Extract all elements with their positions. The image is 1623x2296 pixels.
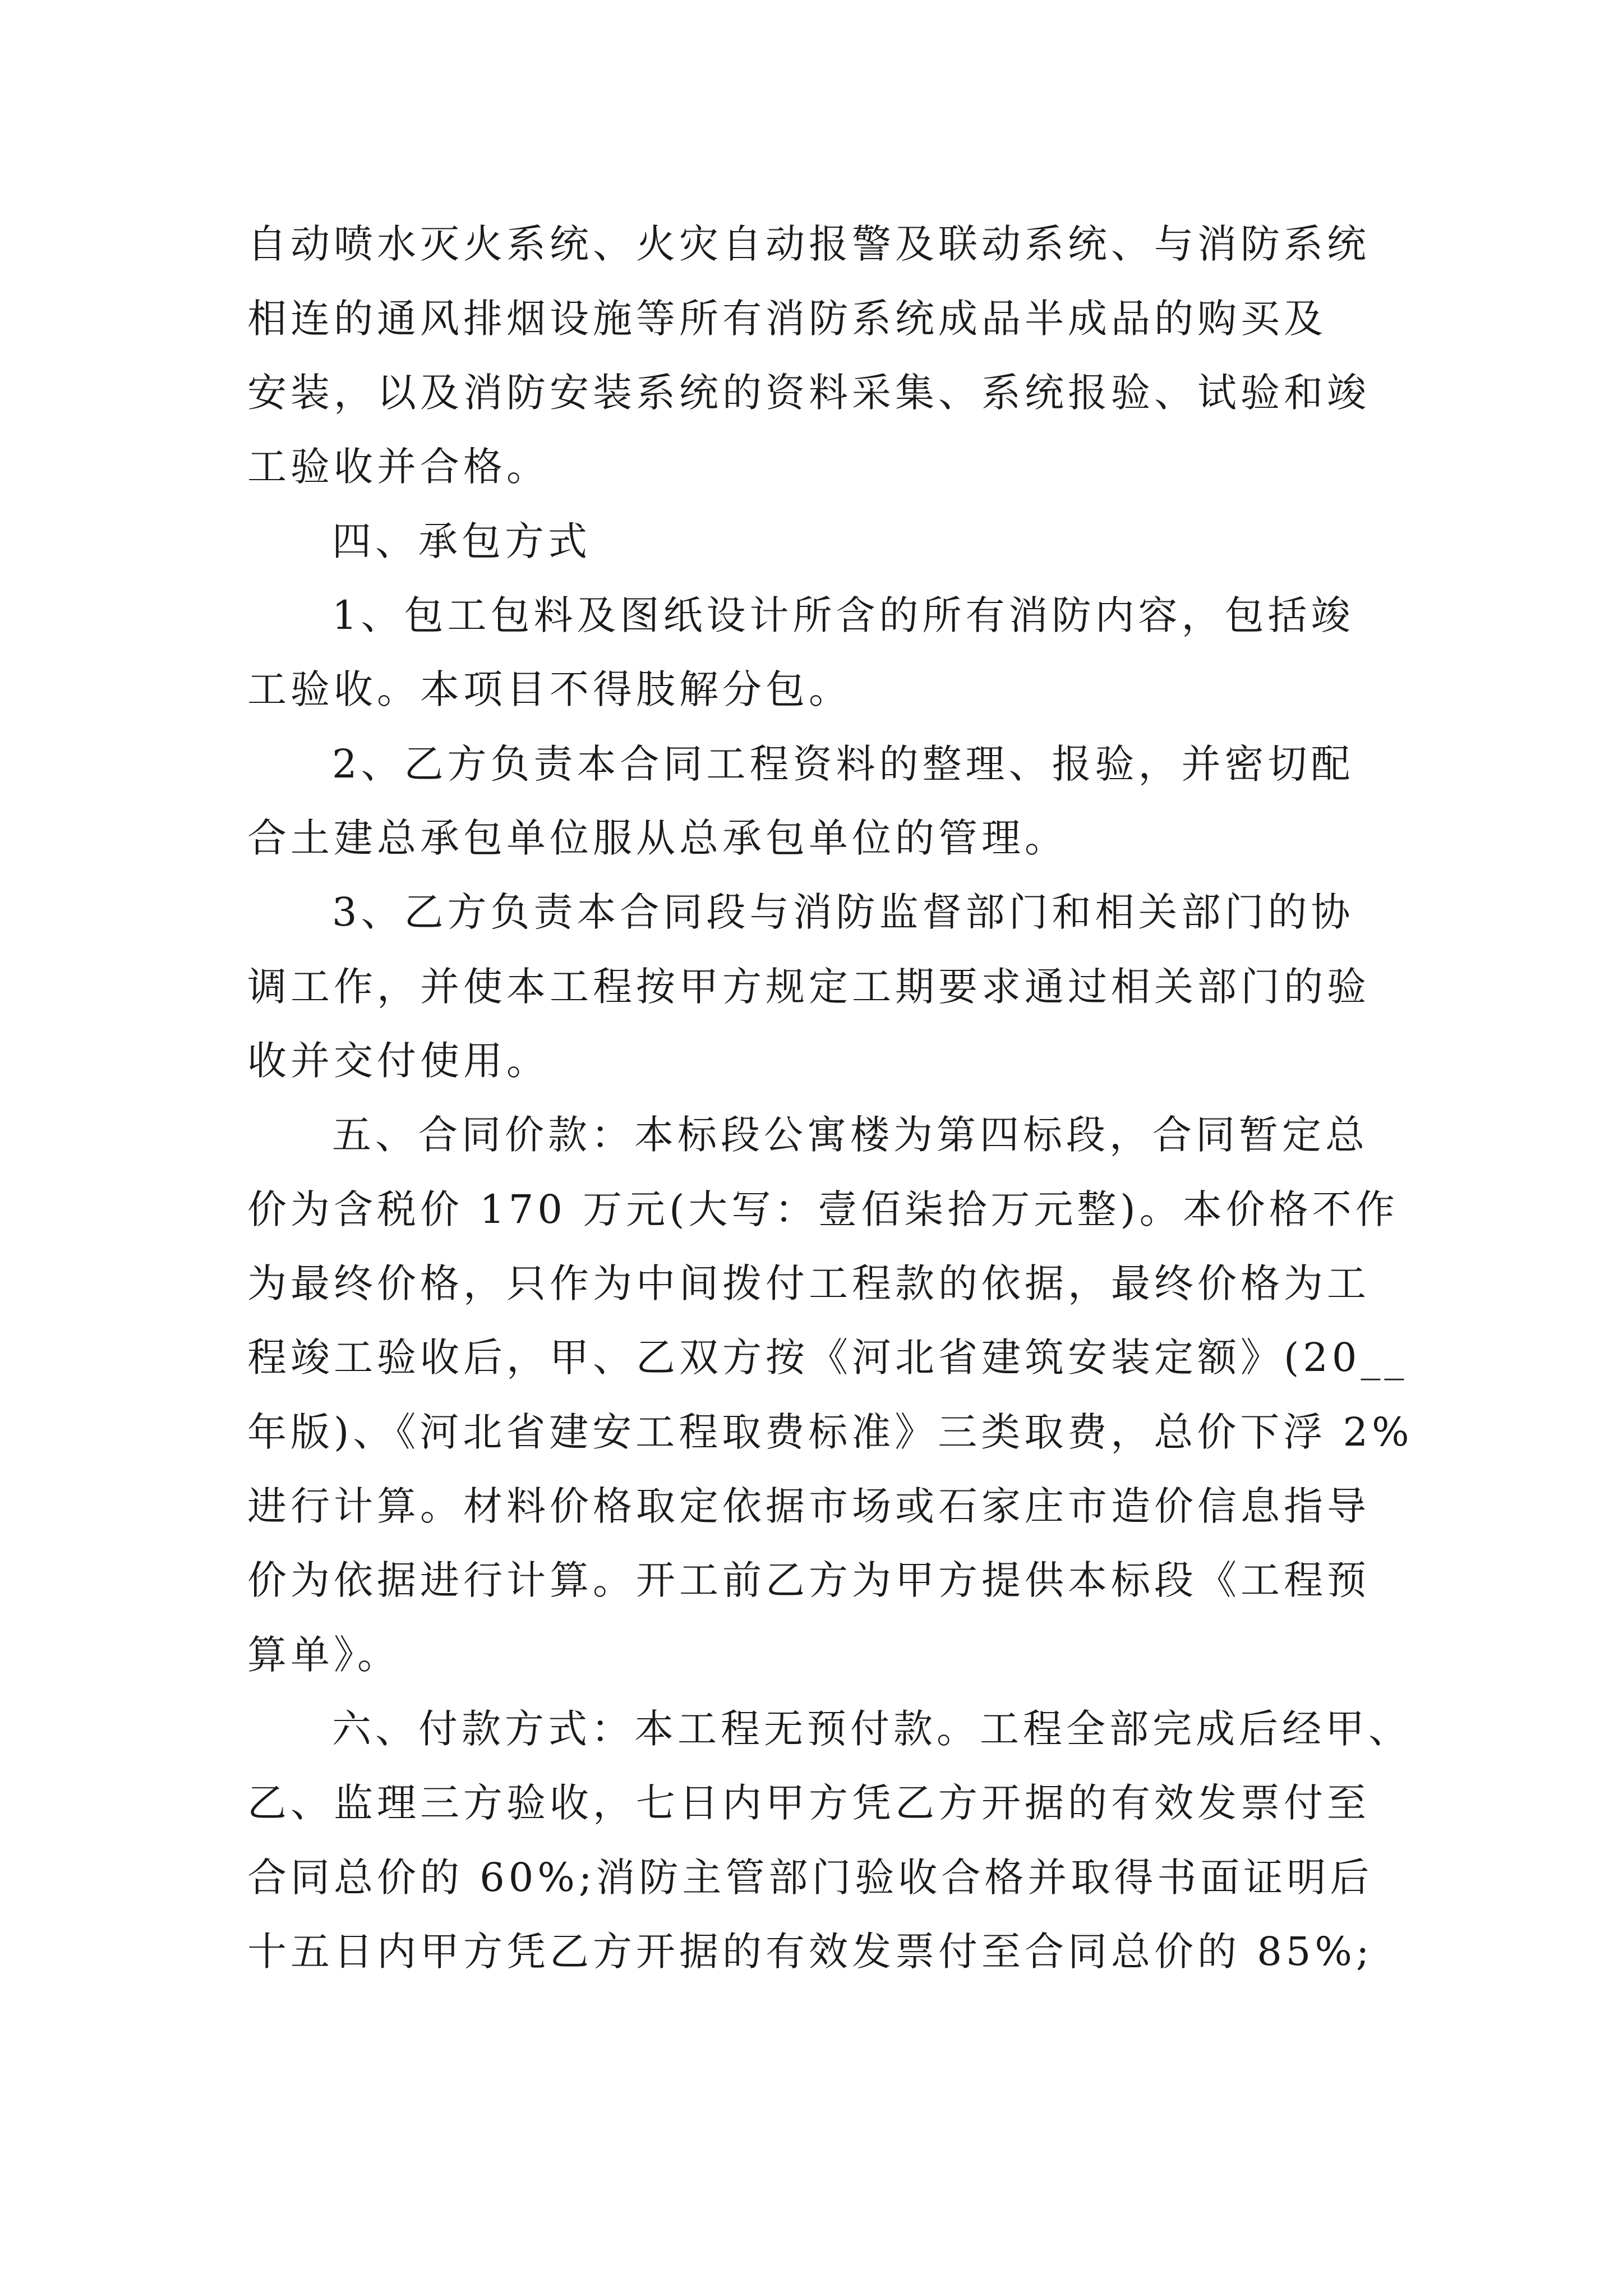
section-heading: 四、承包方式	[332, 518, 591, 564]
text-line: 算单》。	[247, 1632, 400, 1678]
text-line: 合土建总承包单位服从总承包单位的管理。	[247, 815, 1068, 861]
section-heading: 六、付款方式：本工程无预付款。工程全部完成后经甲、	[332, 1706, 1412, 1752]
text-line: 收并交付使用。	[247, 1038, 550, 1084]
text-line: 进行计算。材料价格取定依据市场或石家庄市造价信息指导	[247, 1483, 1370, 1529]
text-line: 十五日内甲方凭乙方开据的有效发票付至合同总价的 85%;	[247, 1929, 1373, 1975]
text-line: 自动喷水灭火系统、火灾自动报警及联动系统、与消防系统	[247, 221, 1370, 267]
text-line: 乙、监理三方验收，七日内甲方凭乙方开据的有效发票付至	[247, 1780, 1370, 1826]
text-line: 2、乙方负责本合同工程资料的整理、报验，并密切配	[332, 741, 1354, 787]
text-line: 价为含税价 170 万元(大写：壹佰柒拾万元整)。本价格不作	[247, 1186, 1399, 1232]
text-line: 安装，以及消防安装系统的资料采集、系统报验、试验和竣	[247, 370, 1370, 416]
text-line: 为最终价格，只作为中间拨付工程款的依据，最终价格为工	[247, 1260, 1370, 1306]
text-line: 程竣工验收后，甲、乙双方按《河北省建筑安装定额》(20__	[247, 1335, 1408, 1381]
text-line: 年版)、《河北省建安工程取费标准》三类取费，总价下浮 2%	[247, 1409, 1413, 1455]
text-line: 价为依据进行计算。开工前乙方为甲方提供本标段《工程预	[247, 1557, 1370, 1603]
text-line: 相连的通风排烟设施等所有消防系统成品半成品的购买及	[247, 296, 1327, 342]
text-line: 1、包工包料及图纸设计所含的所有消防内容，包括竣	[332, 592, 1354, 638]
section-heading: 五、合同价款：本标段公寓楼为第四标段，合同暂定总	[332, 1112, 1368, 1158]
text-line: 工验收并合格。	[247, 444, 550, 490]
text-line: 合同总价的 60%;消防主管部门验收合格并取得书面证明后	[247, 1855, 1373, 1901]
text-line: 3、乙方负责本合同段与消防监督部门和相关部门的协	[332, 889, 1354, 935]
text-line: 调工作，并使本工程按甲方规定工期要求通过相关部门的验	[247, 964, 1370, 1010]
text-line: 工验收。本项目不得肢解分包。	[247, 666, 852, 712]
